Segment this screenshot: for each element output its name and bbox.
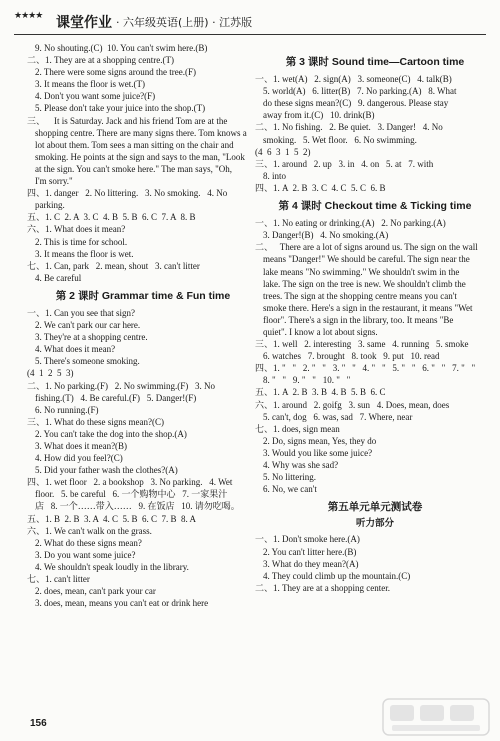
answer-line: floor". There's a sign in the library, too. It means "Be (263, 314, 454, 325)
answer-line: 二、1. No fishing. 2. Be quiet. 3. Danger! 4. No (255, 122, 443, 133)
answer-line: 七、1. Can, park 2. mean, shout 3. can't litter (27, 260, 200, 271)
answer-line: 4. Don't you want some juice?(F) (35, 91, 156, 102)
answer-line: 9. No shouting.(C) 10. You can't swim here.(B) (35, 43, 208, 53)
answer-line: floor. 5. be careful 6. 一个购物中心 7. 一家果汁 (35, 489, 228, 500)
answer-line: 七、1. can't litter (27, 574, 90, 585)
unit-test-title: 第五单元单元测试卷 (327, 501, 423, 514)
answer-line: 六、1. around 2. goifg 3. sun 4. Does, mean, does (255, 399, 450, 410)
answer-line: 2. What do these signs mean? (35, 537, 142, 548)
stars-decoration: ★★★★ (14, 10, 43, 20)
answer-line: 四、1. wet floor 2. a bookshop 3. No parking. 4. Wet (27, 477, 233, 488)
answer-line: smoking. He points at the sign and says to the man, "Look (35, 151, 245, 162)
answer-line: trees. The sign at the shopping centre means you can't (263, 290, 457, 301)
left-column (27, 42, 259, 609)
answer-line: parking. (35, 200, 65, 211)
answer-line: 4. We shouldn't speak loudly in the library. (35, 561, 189, 572)
answer-line: 3. Do you want some juice? (35, 549, 136, 560)
right-column (255, 42, 495, 594)
answer-line: 4. How did you feel?(C) (35, 453, 123, 464)
answer-line: 5. Did your father wash the clothes?(A) (35, 465, 178, 476)
answer-line: 3. What do they mean?(A) (263, 558, 359, 569)
answer-line: 一、1. Don't smoke here.(A) (255, 534, 360, 545)
answer-line: 3. What does it mean?(B) (35, 441, 128, 451)
answer-line: 七、1. does, sign mean (255, 423, 340, 434)
answer-line: 2. You can't take the dog into the shop.(A) (35, 428, 187, 439)
answer-line: 四、1. " " 2. " " 3. " " 4. " " 5. " " 6. " " 7. " " (255, 363, 476, 374)
answer-line: 6. No, we can't (263, 484, 317, 495)
answer-line: 三、 It is Saturday. Jack and his friend Tom are at the (27, 115, 228, 126)
answer-line: 三、1. around 2. up 3. in 4. on 5. at 7. with (255, 158, 434, 169)
answer-line: smoking. 5. Wet floor. 6. No swimming. (263, 134, 417, 145)
answer-line: 二、1. They are at a shopping centre.(T) (27, 55, 174, 66)
answer-line: 4. What does it mean? (35, 344, 116, 355)
answer-line: 5. world(A) 6. litter(B) 7. No parking.(A) 8. What (263, 86, 457, 97)
answer-line: 3. It means the floor is wet.(T) (35, 79, 145, 90)
page-number: 156 (30, 718, 47, 729)
answer-line: 五、1. B 2. B 3. A 4. C 5. B 6. C 7. B 8. A (27, 513, 197, 524)
answer-line: 3. Danger!(B) 4. No smoking.(A) (263, 230, 389, 241)
answer-line: quiet". I know a lot about signs. (263, 326, 378, 337)
answer-line: 4. Be careful (35, 272, 82, 283)
answer-line: I'm sorry." (35, 176, 73, 187)
answer-line: 一、1. No eating or drinking.(A) 2. No parking.(A) (255, 218, 446, 229)
answer-line: at the sign. You can't smoke here." The man says, "Oh, (35, 163, 233, 174)
answer-line: 二、1. No parking.(F) 2. No swimming.(F) 3. No (27, 380, 215, 391)
answer-line: 四、1. A 2. B 3. C 4. C 5. C 6. B (255, 182, 386, 193)
book-brand: 课堂作业 (56, 15, 112, 31)
answer-line: (4 6 3 1 5 2) (255, 146, 311, 157)
answer-line: 六、1. We can't walk on the grass. (27, 525, 152, 536)
book-subtitle: · 六年级英语(上册) · 江苏版 (116, 16, 253, 29)
answer-line: 一、1. wet(A) 2. sign(A) 3. someone(C) 4. talk(B) (255, 74, 452, 85)
section-title-lesson2: 第 2 课时 Grammar time & Fun time (55, 289, 231, 302)
answer-line: away from it.(C) 10. drink(B) (263, 110, 375, 121)
answer-line: 一、1. Can you see that sign? (27, 307, 135, 318)
answer-line: 3. It means the floor is wet. (35, 248, 134, 259)
answer-line: 三、1. well 2. interesting 3. same 4. running 5. smoke (255, 339, 469, 350)
answer-line: 5. can't, dog 6. was, sad 7. Where, near (263, 411, 413, 422)
answer-line: 五、1. C 2. A 3. C 4. B 5. B 6. C 7. A 8. B (27, 212, 196, 223)
answer-line: 3. They're at a shopping centre. (35, 332, 148, 343)
answer-line: 5. Please don't take your juice into the shop.(T) (35, 103, 206, 114)
answer-line: 2. There were some signs around the tree.(F) (35, 67, 197, 78)
answer-line: shopping centre. There are many signs there. Tom knows a (35, 127, 247, 138)
answer-line: 2. Do, signs mean, Yes, they do (263, 435, 377, 446)
answer-line: 三、1. What do these signs mean?(C) (27, 416, 164, 427)
listening-section-title: 听力部分 (355, 518, 394, 530)
answer-line: 五、1. A 2. B 3. B 4. B 5. B 6. C (255, 387, 386, 398)
section-title-lesson4: 第 4 课时 Checkout time & Ticking time (278, 200, 472, 213)
answer-line: 8. " " 9. " " 10. " " (263, 375, 351, 386)
answer-line: 四、1. danger 2. No littering. 3. No smoking. 4. No (27, 188, 228, 199)
section-title-lesson3: 第 3 课时 Sound time—Cartoon time (285, 56, 465, 68)
answer-line: 2. We can't park our car here. (35, 320, 141, 331)
answer-line: 5. There's someone smoking. (35, 356, 140, 367)
page-header (0, 0, 500, 42)
watermark-logo (382, 698, 490, 736)
answer-line: 5. No littering. (263, 472, 316, 483)
answer-line: 六、1. What does it mean? (27, 224, 126, 235)
answers-lesson3 (255, 73, 495, 194)
answer-line: (4 1 2 5 3) (27, 368, 74, 379)
answer-line: means "Danger!" We should be careful. The sign near the (263, 254, 470, 265)
answer-line: 2. You can't litter here.(B) (263, 546, 357, 557)
answer-line: smoke there. Here's a sign in the restaurant, it means "Wet (263, 302, 473, 313)
answer-line: lake means "No swimming." We shouldn't swim in the (263, 266, 460, 277)
answer-line: 3. Would you like some juice? (263, 447, 373, 458)
answer-line: lake. The sign on the tree is new. We shouldn't climb the (263, 278, 466, 289)
answers-lesson4 (255, 217, 495, 495)
answer-line: 2. does, mean, can't park your car (35, 586, 156, 597)
answer-line: 4. Why was she sad? (263, 460, 339, 470)
answer-line: 二、1. They are at a shopping center. (255, 582, 390, 593)
answer-line: lot about them. Tom sees a man sitting on the chair and (35, 139, 234, 150)
answer-line: 4. They could climb up the mountain.(C) (263, 570, 411, 581)
answers-lesson1-continued (27, 42, 259, 284)
answer-line: 3. does, mean, means you can't eat or drink here (35, 598, 209, 609)
answer-line: 二、 There are a lot of signs around us. The sign on the wall (255, 242, 478, 253)
answer-line: 6. No running.(F) (35, 404, 99, 415)
answer-line: 6. watches 7. brought 8. took 9. put 10. read (263, 351, 440, 362)
answer-line: 8. into (263, 170, 287, 181)
answer-line: do these signs mean?(C) 9. dangerous. Please stay (263, 98, 449, 109)
answers-lesson2 (27, 307, 259, 609)
answer-line: 店 8. 一个……带入…… 9. 在饭店 10. 请勿吃喝。 (35, 501, 240, 512)
answer-line: fishing.(T) 4. Be careful.(F) 5. Danger!(F) (35, 392, 197, 403)
header-rule (14, 34, 486, 35)
answers-unit-test (255, 533, 495, 593)
answer-line: 2. This is time for school. (35, 236, 128, 247)
